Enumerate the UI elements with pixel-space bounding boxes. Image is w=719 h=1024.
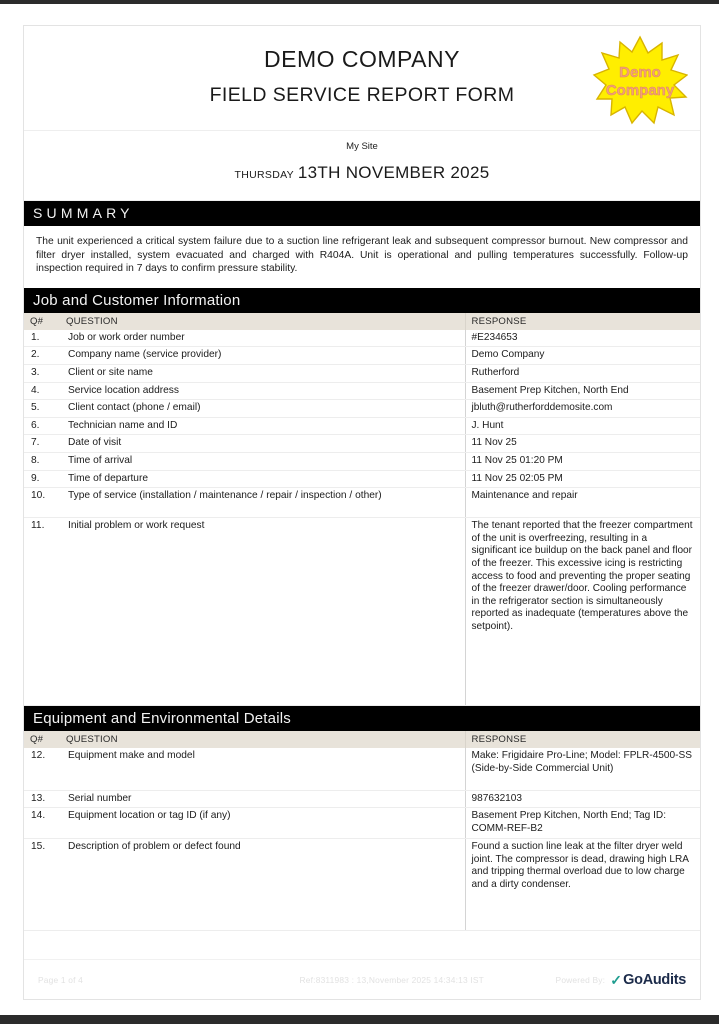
cell-response: The tenant reported that the freezer compartment of the unit is overfreezing, resulting in a significant ice buildup on the back panel and floor of the freezer. This excessive icing is restricting access to food and preventing the proper seating of the freezer drawer/door. Cooling performance in the refrigerator section is simultaneously reported as inadequate (temperatures above the setpoint). bbox=[465, 518, 700, 706]
cell-question: Date of visit bbox=[60, 435, 465, 453]
cell-number: 9. bbox=[24, 470, 60, 488]
cell-response: Demo Company bbox=[465, 347, 700, 365]
section-header-job-and-customer-information: Job and Customer Information bbox=[24, 288, 700, 313]
cell-response: Basement Prep Kitchen, North End bbox=[465, 382, 700, 400]
cell-number: 6. bbox=[24, 417, 60, 435]
stamp-line2-text: Company bbox=[605, 82, 675, 99]
date-day-of-week: THURSDAY bbox=[234, 169, 294, 181]
page-title: DEMO COMPANY bbox=[264, 46, 460, 72]
goaudits-brand-text: GoAudits bbox=[623, 971, 686, 988]
cell-response: jbluth@rutherforddemosite.com bbox=[465, 400, 700, 418]
cell-number: 1. bbox=[24, 330, 60, 347]
table-row bbox=[24, 488, 700, 518]
cell-question: Initial problem or work request bbox=[60, 518, 465, 706]
summary-text: The unit experienced a critical system failure due to a suction line refrigerant leak and subsequent compressor burnout. New compressor and filter dryer installed, system evacuated and charged with R404A. Unit is operational and pulling temperatures successfully. Follow-up inspection required in 7 days to confirm pressure stability. bbox=[36, 236, 688, 275]
table-row bbox=[24, 470, 700, 488]
cell-question: Company name (service provider) bbox=[60, 347, 465, 365]
table-row bbox=[24, 400, 700, 418]
report-page bbox=[23, 25, 701, 1000]
column-header-number: Q# bbox=[24, 731, 60, 748]
table-row bbox=[24, 364, 700, 382]
cell-response: J. Hunt bbox=[465, 417, 700, 435]
cell-question: Description of problem or defect found bbox=[60, 839, 465, 931]
cell-response: #E234653 bbox=[465, 330, 700, 347]
cell-number: 5. bbox=[24, 400, 60, 418]
table-row bbox=[24, 452, 700, 470]
cell-number: 3. bbox=[24, 364, 60, 382]
cell-response: Basement Prep Kitchen, North End; Tag ID: COMM-REF-B2 bbox=[465, 808, 700, 839]
cell-question: Job or work order number bbox=[60, 330, 465, 347]
cell-question: Equipment location or tag ID (if any) bbox=[60, 808, 465, 839]
table-row bbox=[24, 790, 700, 808]
section-header-equipment-and-environmental-details: Equipment and Environmental Details bbox=[24, 706, 700, 731]
cell-question: Time of arrival bbox=[60, 452, 465, 470]
document-header bbox=[24, 26, 700, 131]
cell-question: Equipment make and model bbox=[60, 748, 465, 790]
cell-question: Client or site name bbox=[60, 364, 465, 382]
column-header-response: RESPONSE bbox=[465, 313, 700, 330]
table-row bbox=[24, 839, 700, 931]
cell-question: Service location address bbox=[60, 382, 465, 400]
checkmark-icon: ✓ bbox=[610, 971, 623, 988]
cell-response: 987632103 bbox=[465, 790, 700, 808]
cell-number: 12. bbox=[24, 748, 60, 790]
cell-question: Client contact (phone / email) bbox=[60, 400, 465, 418]
cell-number: 4. bbox=[24, 382, 60, 400]
cell-number: 7. bbox=[24, 435, 60, 453]
cell-number: 11. bbox=[24, 518, 60, 706]
stamp-line1-text: Demo bbox=[619, 64, 661, 81]
section-header-summary: SUMMARY bbox=[24, 201, 700, 226]
site-name: My Site bbox=[346, 141, 378, 152]
footer-reference: Ref:8311983 : 13,November 2025 14:34:13 IST bbox=[299, 974, 484, 985]
footer-page-number: Page 1 of 4 bbox=[38, 974, 84, 985]
table-row bbox=[24, 347, 700, 365]
cell-response: Maintenance and repair bbox=[465, 488, 700, 518]
site-and-date-block bbox=[24, 131, 700, 201]
column-header-question: QUESTION bbox=[60, 313, 465, 330]
cell-question: Serial number bbox=[60, 790, 465, 808]
table-equipment-and-environmental-details bbox=[24, 731, 700, 931]
cell-number: 13. bbox=[24, 790, 60, 808]
powered-by-label: Powered By: bbox=[555, 974, 606, 985]
table-body-equipment bbox=[24, 748, 700, 931]
table-header-row bbox=[24, 313, 700, 330]
cell-question: Time of departure bbox=[60, 470, 465, 488]
cell-response: 11 Nov 25 01:20 PM bbox=[465, 452, 700, 470]
cell-number: 2. bbox=[24, 347, 60, 365]
cell-number: 14. bbox=[24, 808, 60, 839]
table-row bbox=[24, 518, 700, 706]
cell-response: 11 Nov 25 bbox=[465, 435, 700, 453]
table-header-row bbox=[24, 731, 700, 748]
cell-question: Technician name and ID bbox=[60, 417, 465, 435]
date-full: 13TH NOVEMBER 2025 bbox=[297, 163, 490, 182]
table-row bbox=[24, 417, 700, 435]
table-row bbox=[24, 330, 700, 347]
table-row bbox=[24, 748, 700, 790]
page-footer bbox=[24, 959, 700, 999]
cell-response: Rutherford bbox=[465, 364, 700, 382]
viewport-top-bar bbox=[0, 0, 719, 4]
cell-response: Found a suction line leak at the filter dryer weld joint. The compressor is dead, drawing high LRA and tripping thermal overload due to low charge and a dirty condenser. bbox=[465, 839, 700, 931]
cell-question: Type of service (installation / maintenance / repair / inspection / other) bbox=[60, 488, 465, 518]
viewport-bottom-bar bbox=[0, 1015, 719, 1024]
cell-number: 15. bbox=[24, 839, 60, 931]
cell-number: 8. bbox=[24, 452, 60, 470]
report-date bbox=[24, 163, 700, 183]
table-row bbox=[24, 382, 700, 400]
goaudits-logo bbox=[610, 972, 686, 988]
column-header-response: RESPONSE bbox=[465, 731, 700, 748]
cell-response: 11 Nov 25 02:05 PM bbox=[465, 470, 700, 488]
table-row bbox=[24, 808, 700, 839]
table-job-and-customer-information bbox=[24, 313, 700, 706]
cell-number: 10. bbox=[24, 488, 60, 518]
footer-branding bbox=[556, 972, 686, 988]
table-row bbox=[24, 435, 700, 453]
demo-company-stamp-icon bbox=[592, 33, 688, 125]
form-title: FIELD SERVICE REPORT FORM bbox=[209, 84, 515, 106]
column-header-number: Q# bbox=[24, 313, 60, 330]
column-header-question: QUESTION bbox=[60, 731, 465, 748]
table-body-job bbox=[24, 330, 700, 706]
cell-response: Make: Frigidaire Pro-Line; Model: FPLR-4500-SS (Side-by-Side Commercial Unit) bbox=[465, 748, 700, 790]
